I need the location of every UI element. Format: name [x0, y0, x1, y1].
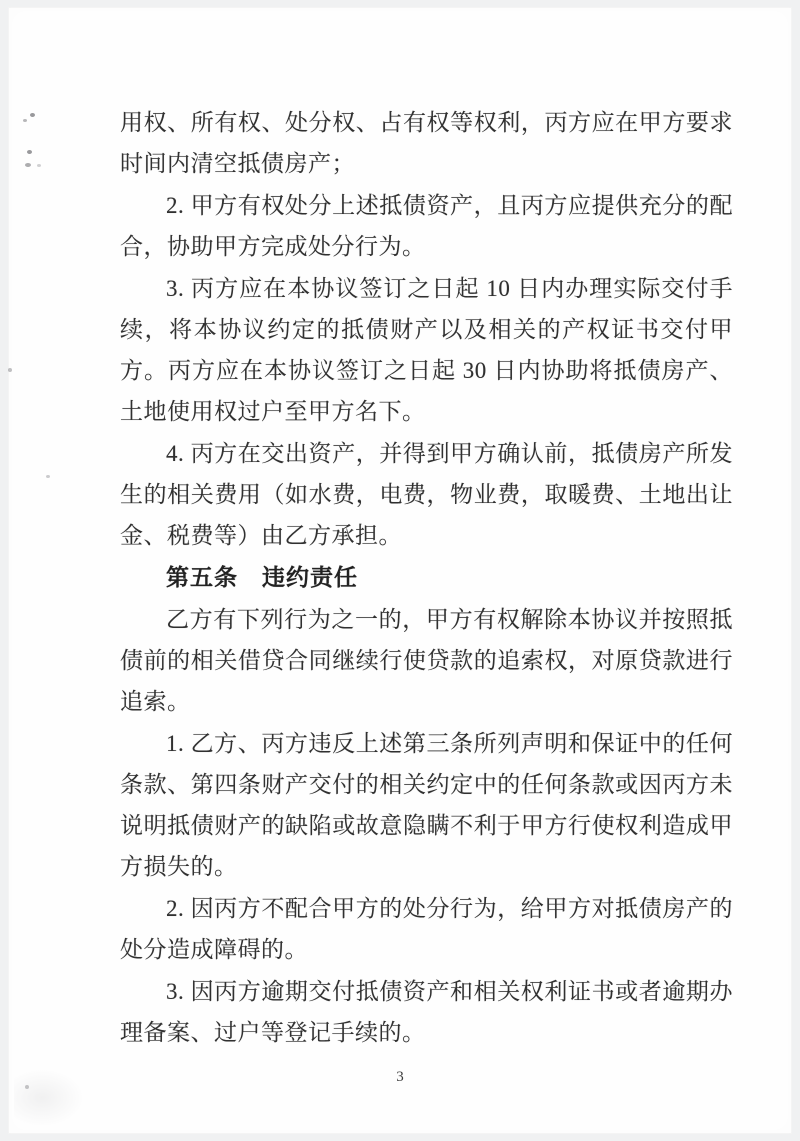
breach-item-1: 1. 乙方、丙方违反上述第三条所列声明和保证中的任何条款、第四条财产交付的相关约定中的任何条款或因丙方未说明抵债财产的缺陷或故意隐瞒不利于甲方行使权利造成甲方损失的。 [120, 731, 733, 879]
scan-speck [27, 150, 32, 154]
clause-item-2: 2. 甲方有权处分上述抵债资产，且丙方应提供充分的配合，协助甲方完成处分行为。 [120, 193, 733, 259]
paragraph-continuation: 用权、所有权、处分权、占有权等权利，丙方应在甲方要求时间内清空抵债房产； [120, 110, 733, 176]
scan-speck [46, 475, 50, 478]
breach-item-3: 3. 因丙方逾期交付抵债资产和相关权利证书或者逾期办理备案、过户等登记手续的。 [120, 979, 733, 1045]
clause-item-3: 3. 丙方应在本协议签订之日起 10 日内办理实际交付手续，将本协议约定的抵债财产以及相关的产权证书交付甲方。丙方应在本协议签订之日起 30 日内协助将抵债房产、土地使用权过户至甲方名下。 [120, 276, 733, 424]
document-body [120, 102, 733, 1054]
article-5-heading: 第五条 违约责任 [166, 564, 358, 590]
scan-speck [8, 368, 12, 372]
clause-item-4: 4. 丙方在交出资产，并得到甲方确认前，抵债房产所发生的相关费用（如水费，电费，物业费，取暖费、土地出让金、税费等）由乙方承担。 [120, 441, 733, 548]
breach-item-2: 2. 因丙方不配合甲方的处分行为，给甲方对抵债房产的处分造成障碍的。 [120, 896, 733, 962]
scan-speck [23, 119, 27, 122]
document-page [8, 7, 792, 1134]
scan-speck [25, 163, 31, 167]
page-number: 3 [396, 1069, 404, 1085]
article-5-intro-paragraph: 乙方有下列行为之一的，甲方有权解除本协议并按照抵债前的相关借贷合同继续行使贷款的追索权，对原贷款进行追索。 [120, 607, 733, 714]
scan-speck [37, 164, 41, 167]
scan-speck [30, 113, 35, 117]
